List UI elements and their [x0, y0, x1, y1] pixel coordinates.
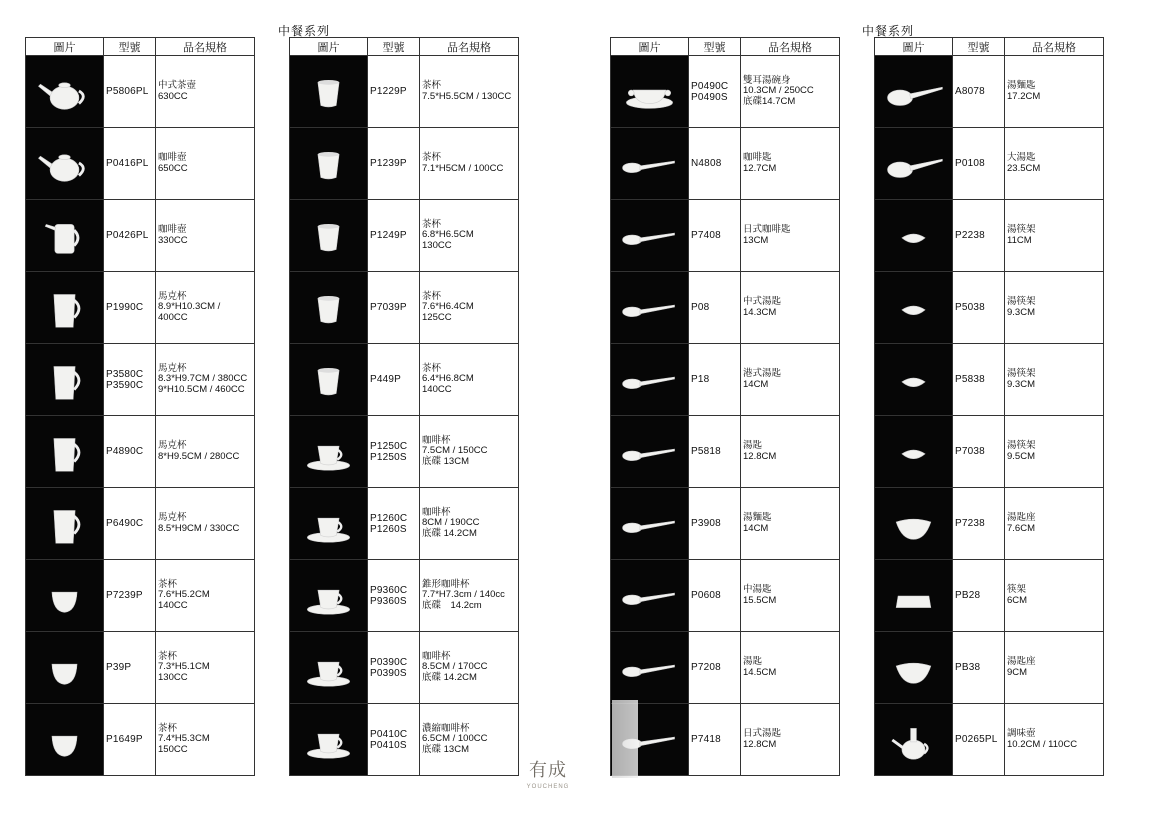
product-image	[875, 128, 953, 200]
product-image	[290, 200, 368, 272]
table-row	[26, 128, 255, 200]
product-model: P1249P	[368, 200, 420, 272]
table-row	[875, 632, 1104, 704]
product-image	[875, 56, 953, 128]
product-model: A8078	[953, 56, 1005, 128]
header-model: 型號	[368, 38, 420, 56]
coffee-pot-icon	[26, 200, 103, 271]
product-spec: 茶杯 6.8*H6.5CM 130CC	[420, 200, 519, 272]
table-row	[290, 704, 519, 776]
product-image	[290, 272, 368, 344]
product-spec: 茶杯 7.6*H5.2CM 140CC	[156, 560, 255, 632]
product-spec: 湯匙座 7.6CM	[1005, 488, 1104, 560]
table-row	[290, 416, 519, 488]
product-model: P5818	[689, 416, 741, 488]
table-header-row	[611, 38, 840, 56]
tea-bowl-icon	[26, 560, 103, 631]
table-row	[611, 560, 840, 632]
tea-cup-icon	[290, 200, 367, 271]
table-row	[290, 632, 519, 704]
product-model: PB38	[953, 632, 1005, 704]
mug-icon	[26, 272, 103, 343]
mug-icon	[26, 416, 103, 487]
table-row	[611, 200, 840, 272]
product-image	[290, 560, 368, 632]
product-spec: 茶杯 7.5*H5.5CM / 130CC	[420, 56, 519, 128]
spoon-icon	[611, 488, 688, 559]
brand-logo-text: 有成	[529, 760, 567, 781]
product-model: P7039P	[368, 272, 420, 344]
product-spec: 湯筷架 11CM	[1005, 200, 1104, 272]
brand-logo	[512, 756, 584, 808]
product-model: P5838	[953, 344, 1005, 416]
product-model: P08	[689, 272, 741, 344]
product-model: P4890C	[104, 416, 156, 488]
product-spec: 咖啡壺 650CC	[156, 128, 255, 200]
product-spec: 茶杯 7.1*H5CM / 100CC	[420, 128, 519, 200]
cruet-icon	[875, 704, 952, 775]
table-row	[611, 632, 840, 704]
product-image	[875, 200, 953, 272]
product-image	[611, 632, 689, 704]
table-row	[26, 632, 255, 704]
product-table-2	[289, 37, 519, 776]
product-image	[611, 128, 689, 200]
table-row	[26, 488, 255, 560]
spoon-icon	[611, 272, 688, 343]
table-row	[26, 56, 255, 128]
product-spec: 咖啡壺 330CC	[156, 200, 255, 272]
table-row	[26, 272, 255, 344]
product-model: P0390C P0390S	[368, 632, 420, 704]
table-row	[611, 344, 840, 416]
table-row	[611, 128, 840, 200]
product-model: P18	[689, 344, 741, 416]
header-spec: 品名規格	[420, 38, 519, 56]
table-row	[26, 344, 255, 416]
product-model: PB28	[953, 560, 1005, 632]
table-row	[611, 272, 840, 344]
spoon-icon	[611, 128, 688, 199]
product-spec: 港式湯匙 14CM	[741, 344, 840, 416]
product-spec: 中式茶壺 630CC	[156, 56, 255, 128]
product-spec: 雙耳湯碗身 10.3CM / 250CC 底碟14.7CM	[741, 56, 840, 128]
ladle-icon	[875, 56, 952, 127]
product-spec: 中湯匙 15.5CM	[741, 560, 840, 632]
tea-cup-icon	[290, 56, 367, 127]
product-spec: 茶杯 7.6*H6.4CM 125CC	[420, 272, 519, 344]
spoon-rest-icon	[875, 344, 952, 415]
product-spec: 咖啡杯 8CM / 190CC 底碟 14.2CM	[420, 488, 519, 560]
product-model: P6490C	[104, 488, 156, 560]
product-model: P0608	[689, 560, 741, 632]
product-image	[611, 560, 689, 632]
product-spec: 茶杯 7.3*H5.1CM 130CC	[156, 632, 255, 704]
table-row	[875, 704, 1104, 776]
header-picture: 圖片	[875, 38, 953, 56]
product-spec: 日式湯匙 12.8CM	[741, 704, 840, 776]
product-spec: 馬克杯 8.5*H9CM / 330CC	[156, 488, 255, 560]
cup-saucer-icon	[290, 632, 367, 703]
product-model: P0265PL	[953, 704, 1005, 776]
table-row	[290, 272, 519, 344]
product-model: P7208	[689, 632, 741, 704]
table-row	[290, 344, 519, 416]
product-model: P0108	[953, 128, 1005, 200]
teapot-icon	[26, 56, 103, 127]
image-fade-patch	[612, 700, 638, 778]
product-model: P1239P	[368, 128, 420, 200]
product-image	[290, 344, 368, 416]
product-model: P5806PL	[104, 56, 156, 128]
product-model: P5038	[953, 272, 1005, 344]
header-model: 型號	[104, 38, 156, 56]
product-model: P1250C P1250S	[368, 416, 420, 488]
product-spec: 湯筷架 9.5CM	[1005, 416, 1104, 488]
product-spec: 茶杯 7.4*H5.3CM 150CC	[156, 704, 255, 776]
product-image	[875, 632, 953, 704]
product-model: P1229P	[368, 56, 420, 128]
series-title-1: 中餐系列	[278, 24, 331, 38]
spoon-icon	[611, 200, 688, 271]
product-image	[875, 344, 953, 416]
table-row	[290, 128, 519, 200]
ladle-icon	[875, 128, 952, 199]
product-model: P1990C	[104, 272, 156, 344]
table-row	[611, 416, 840, 488]
product-spec: 咖啡杯 7.5CM / 150CC 底碟 13CM	[420, 416, 519, 488]
cup-saucer-icon	[290, 416, 367, 487]
product-spec: 湯筷架 9.3CM	[1005, 272, 1104, 344]
product-model: P7408	[689, 200, 741, 272]
product-image	[875, 272, 953, 344]
tea-bowl-icon	[26, 704, 103, 775]
mug-icon	[26, 344, 103, 415]
product-image	[26, 344, 104, 416]
product-spec: 茶杯 6.4*H6.8CM 140CC	[420, 344, 519, 416]
spoon-rest-icon	[875, 272, 952, 343]
product-spec: 湯麵匙 17.2CM	[1005, 56, 1104, 128]
product-spec: 大湯匙 23.5CM	[1005, 128, 1104, 200]
dish-icon	[875, 488, 952, 559]
table-row	[875, 344, 1104, 416]
product-model: P449P	[368, 344, 420, 416]
header-model: 型號	[689, 38, 741, 56]
spoon-icon	[611, 416, 688, 487]
product-model: P0426PL	[104, 200, 156, 272]
product-model: N4808	[689, 128, 741, 200]
product-image	[26, 416, 104, 488]
table-row	[290, 200, 519, 272]
product-image	[290, 416, 368, 488]
header-model: 型號	[953, 38, 1005, 56]
product-image	[26, 560, 104, 632]
product-image	[611, 344, 689, 416]
mug-icon	[26, 488, 103, 559]
header-picture: 圖片	[611, 38, 689, 56]
tea-bowl-icon	[26, 632, 103, 703]
product-spec: 馬克杯 8.9*H10.3CM / 400CC	[156, 272, 255, 344]
tea-cup-icon	[290, 128, 367, 199]
spoon-rest-icon	[875, 200, 952, 271]
product-image	[290, 128, 368, 200]
spoon-rest-icon	[875, 416, 952, 487]
product-model: P7239P	[104, 560, 156, 632]
table-row	[26, 416, 255, 488]
product-spec: 湯匙座 9CM	[1005, 632, 1104, 704]
product-model: P3908	[689, 488, 741, 560]
table-row	[875, 560, 1104, 632]
product-image	[26, 632, 104, 704]
product-spec: 調味壺 10.2CM / 110CC	[1005, 704, 1104, 776]
product-model: P0490C P0490S	[689, 56, 741, 128]
product-image	[26, 128, 104, 200]
product-spec: 咖啡匙 12.7CM	[741, 128, 840, 200]
table-row	[875, 488, 1104, 560]
table-header-row	[290, 38, 519, 56]
product-model: P3580C P3590C	[104, 344, 156, 416]
product-spec: 日式咖啡匙 13CM	[741, 200, 840, 272]
product-model: P0416PL	[104, 128, 156, 200]
header-picture: 圖片	[290, 38, 368, 56]
product-image	[26, 272, 104, 344]
table-row	[611, 56, 840, 128]
product-image	[290, 56, 368, 128]
product-image	[290, 632, 368, 704]
product-spec: 中式湯匙 14.3CM	[741, 272, 840, 344]
product-spec: 筷架 6CM	[1005, 560, 1104, 632]
product-image	[875, 488, 953, 560]
tea-cup-icon	[290, 344, 367, 415]
teapot-icon	[26, 128, 103, 199]
table-row	[26, 704, 255, 776]
brand-logo-subtext: YOUCHENG	[526, 784, 570, 790]
table-row	[875, 272, 1104, 344]
table-header-row	[875, 38, 1104, 56]
product-spec: 錐形咖啡杯 7.7*H7.3cm / 140cc 底碟 14.2cm	[420, 560, 519, 632]
table-row	[290, 56, 519, 128]
cup-saucer-icon	[290, 704, 367, 775]
spoon-icon	[611, 560, 688, 631]
product-table-3	[610, 37, 840, 776]
product-image	[26, 200, 104, 272]
header-spec: 品名規格	[1005, 38, 1104, 56]
table-row	[875, 200, 1104, 272]
series-title-2: 中餐系列	[862, 24, 915, 38]
product-spec: 湯筷架 9.3CM	[1005, 344, 1104, 416]
header-spec: 品名規格	[156, 38, 255, 56]
product-spec: 咖啡杯 8.5CM / 170CC 底碟 14.2CM	[420, 632, 519, 704]
product-image	[875, 560, 953, 632]
table-row	[875, 56, 1104, 128]
product-spec: 湯匙 12.8CM	[741, 416, 840, 488]
product-table-1	[25, 37, 255, 776]
table-row	[611, 704, 840, 776]
product-model: P0410C P0410S	[368, 704, 420, 776]
product-model: P1260C P1260S	[368, 488, 420, 560]
product-image	[611, 272, 689, 344]
product-model: P1649P	[104, 704, 156, 776]
soup-bowl-icon	[611, 56, 688, 127]
table-row	[26, 200, 255, 272]
header-picture: 圖片	[26, 38, 104, 56]
product-image	[26, 704, 104, 776]
product-model: P7418	[689, 704, 741, 776]
product-model: P7238	[953, 488, 1005, 560]
table-row	[290, 488, 519, 560]
product-image	[875, 416, 953, 488]
product-spec: 濃縮咖啡杯 6.5CM / 100CC 底碟 13CM	[420, 704, 519, 776]
product-image	[611, 56, 689, 128]
product-model: P9360C P9360S	[368, 560, 420, 632]
product-spec: 湯匙 14.5CM	[741, 632, 840, 704]
header-spec: 品名規格	[741, 38, 840, 56]
product-image	[290, 704, 368, 776]
table-row	[611, 488, 840, 560]
product-table-4	[874, 37, 1104, 776]
table-row	[875, 128, 1104, 200]
product-model: P39P	[104, 632, 156, 704]
table-row	[875, 416, 1104, 488]
product-spec: 湯麵匙 14CM	[741, 488, 840, 560]
spoon-icon	[611, 344, 688, 415]
product-image	[611, 200, 689, 272]
spoon-icon	[611, 632, 688, 703]
product-image	[26, 488, 104, 560]
product-image	[290, 488, 368, 560]
table-row	[290, 560, 519, 632]
product-spec: 馬克杯 8.3*H9.7CM / 380CC 9*H10.5CM / 460CC	[156, 344, 255, 416]
product-image	[26, 56, 104, 128]
tea-cup-icon	[290, 272, 367, 343]
product-model: P2238	[953, 200, 1005, 272]
dish-icon	[875, 632, 952, 703]
cup-saucer-icon	[290, 488, 367, 559]
product-image	[875, 704, 953, 776]
product-image	[611, 416, 689, 488]
chopstick-rest-icon	[875, 560, 952, 631]
cup-saucer-icon	[290, 560, 367, 631]
product-spec: 馬克杯 8*H9.5CM / 280CC	[156, 416, 255, 488]
product-model: P7038	[953, 416, 1005, 488]
table-row	[26, 560, 255, 632]
table-header-row	[26, 38, 255, 56]
product-image	[611, 488, 689, 560]
